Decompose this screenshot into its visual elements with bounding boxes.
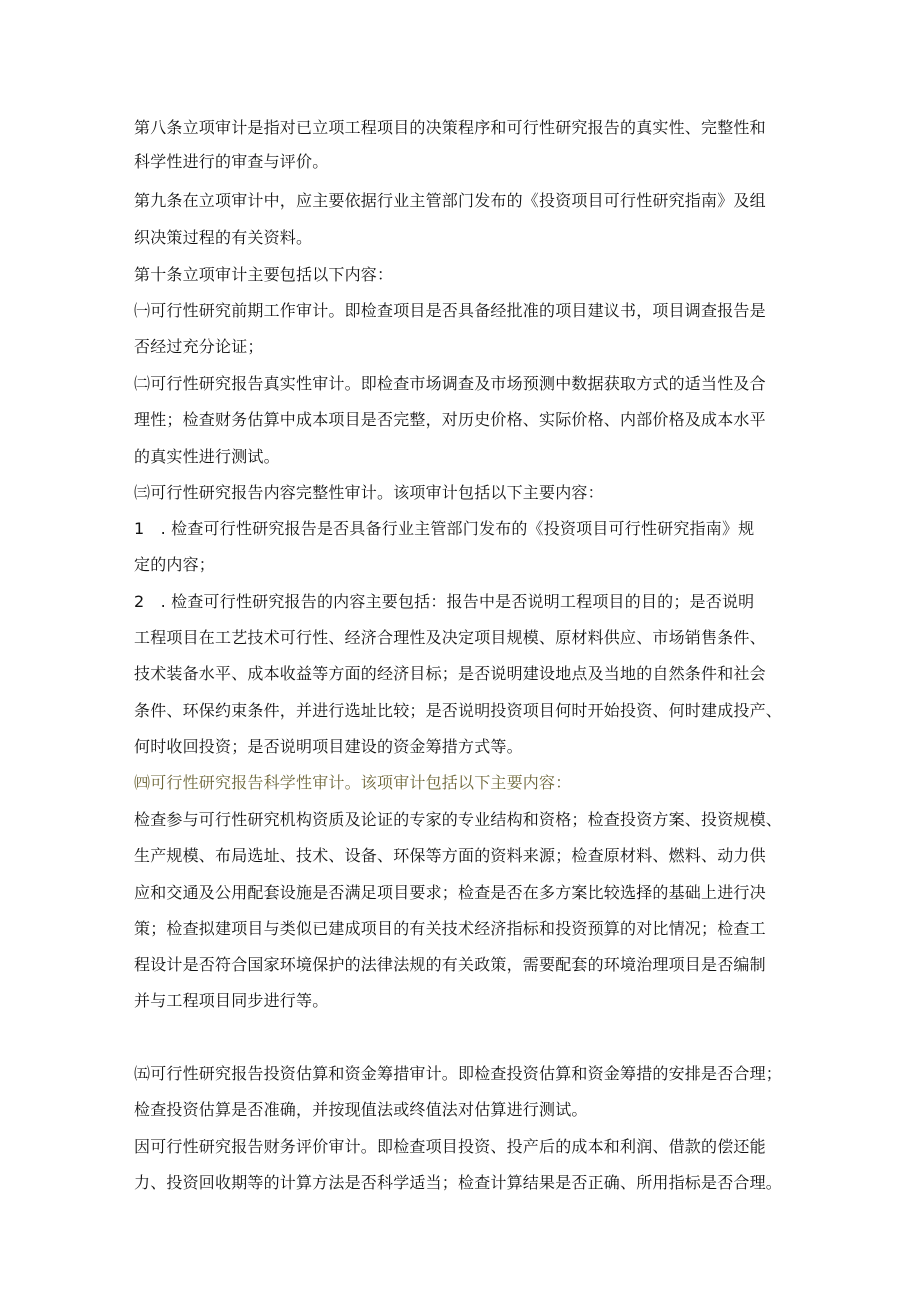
text-line: 工程项目在工艺技术可行性、经济合理性及决定项目规模、原材料供应、市场销售条件、 (134, 628, 766, 647)
text-line: 定的内容； (134, 555, 216, 574)
text-line: 的真实性进行测试。 (134, 447, 280, 466)
text-line: 理性；检查财务估算中成本项目是否完整，对历史价格、实际价格、内部价格及成本水平 (134, 410, 766, 429)
text-line: 检查投资估算是否准确，并按现值法或终值法对估算进行测试。 (134, 1100, 588, 1119)
text-line: 力、投资回收期等的计算方法是否科学适当；检查计算结果是否正确、所用指标是否合理。 (134, 1173, 783, 1192)
text-line: 策；检查拟建项目与类似已建成项目的有关技术经济指标和投资预算的对比情况；检查工 (134, 919, 766, 938)
text-line: 第九条在立项审计中，应主要依据行业主管部门发布的《投资项目可行性研究指南》及组 (134, 191, 766, 210)
text-line: ㈡可行性研究报告真实性审计。即检查市场调查及市场预测中数据获取方式的适当性及合 (134, 374, 766, 393)
text-line: 第十条立项审计主要包括以下内容： (134, 265, 394, 284)
text-line: 2 . 检查可行性研究报告的内容主要包括：报告中是否说明工程项目的目的；是否说明 (134, 592, 755, 611)
text-line: ㈠可行性研究前期工作审计。即检查项目是否具备经批准的项目建议书，项目调查报告是 (134, 301, 766, 320)
text-line: 技术装备水平、成本收益等方面的经济目标；是否说明建设地点及当地的自然条件和社会 (134, 664, 766, 683)
text-line: 检查参与可行性研究机构资质及论证的专家的专业结构和资格；检查投资方案、投资规模、 (134, 810, 783, 829)
text-line: 因可行性研究报告财务评价审计。即检查项目投资、投产后的成本和利润、借款的偿还能 (134, 1137, 766, 1156)
text-line: 织决策过程的有关资料。 (134, 228, 313, 247)
text-line: 科学性进行的审查与评价。 (134, 152, 329, 171)
text-line: 程设计是否符合国家环境保护的法律法规的有关政策，需要配套的环境治理项目是否编制 (134, 955, 766, 974)
text-line: 1 . 检查可行性研究报告是否具备行业主管部门发布的《投资项目可行性研究指南》规 (134, 519, 755, 538)
text-line: 应和交通及公用配套设施是否满足项目要求；检查是否在多方案比较选择的基础上进行决 (134, 883, 766, 902)
text-line: 条件、环保约束条件，并进行选址比较；是否说明投资项目何时开始投资、何时建成投产、 (134, 701, 783, 720)
section-heading-line: ㈣可行性研究报告科学性审计。该项审计包括以下主要内容： (134, 773, 572, 792)
text-line: ㈢可行性研究报告内容完整性审计。该项审计包括以下主要内容： (134, 483, 604, 502)
text-line: 何时收回投资；是否说明项目建设的资金筹措方式等。 (134, 737, 523, 756)
text-line: 否经过充分论证； (134, 337, 264, 356)
text-line: 第八条立项审计是指对已立项工程项目的决策程序和可行性研究报告的真实性、完整性和 (134, 118, 766, 137)
text-line: 并与工程项目同步进行等。 (134, 991, 329, 1010)
text-line: 生产规模、布局选址、技术、设备、环保等方面的资料来源；检查原材料、燃料、动力供 (134, 846, 766, 865)
text-line: ㈤可行性研究报告投资估算和资金筹措审计。即检查投资估算和资金筹措的安排是否合理； (134, 1064, 783, 1083)
